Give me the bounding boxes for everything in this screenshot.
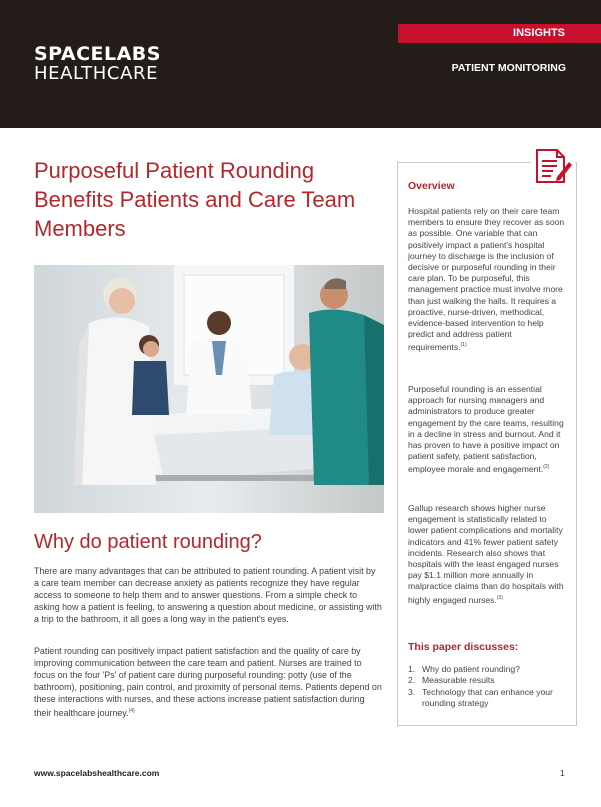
list-item-label: Measurable results (422, 675, 495, 686)
overview-paragraph-2-text: Purposeful rounding is an essential approach for nursing managers and administrators to produce greater engagement by the care teams, resulting in a decline in stress and burnout. And it has proven to have a positive impact on patient safety, patient satisfaction, employee morale and engagement. (408, 384, 564, 475)
hospital-rounding-image (34, 265, 384, 513)
list-item-number: 2. (408, 675, 416, 686)
overview-paragraph-2 (408, 384, 566, 475)
discusses-title: This paper discusses: (408, 641, 519, 653)
overview-paragraph-1 (408, 206, 566, 354)
page-title: Purposeful Patient Rounding Benefits Patients and Care Team Members (34, 158, 356, 241)
document-pen-icon (531, 144, 575, 188)
list-item-label: Technology that can enhance your rounding strategy (422, 686, 553, 709)
list-item (408, 687, 568, 710)
footer-url-link[interactable]: www.spacelabshealthcare.com (34, 768, 160, 778)
overview-paragraph-3 (408, 503, 566, 606)
body-paragraph-2-text: Patient rounding can positively impact patient satisfaction and the quality of care by improving communication between the care team and patient. Nurses are trained to focus on the four 'Ps' of patient care during purposeful rounding: potty (use of the bathroom), positioning, pain control, and proximity of personal items. Patients depend on these interactions with nurses, and these actions increase patient satisfaction during their healthcare journey. (34, 646, 382, 719)
overview-title: Overview (408, 180, 455, 192)
reference-marker: (3) (496, 594, 503, 601)
page-number: 1 (560, 768, 565, 778)
list-item-label: Why do patient rounding? (422, 664, 520, 674)
category-label: PATIENT MONITORING (451, 62, 566, 74)
reference-marker: (2) (543, 464, 550, 471)
reference-marker: (4) (128, 708, 135, 715)
insights-badge: INSIGHTS (398, 24, 601, 43)
overview-paragraph-1-text: Hospital patients rely on their care team members to ensure they recover as soon as possible. One variable that can positively impact a patient's hospital journey to discharge is the inclusion of decisive or purposeful rounding in their care plan. To be purposeful, this management practice must involve more than just walking the halls. It requires a proactive, nurse-driven, methodical, evidence-based intervention to help predict and address patient requirements. (408, 206, 565, 353)
list-item (408, 664, 568, 675)
list-item-number: 3. (408, 686, 416, 697)
hero-photo (34, 265, 384, 513)
reference-marker: (1) (460, 342, 467, 349)
logo-spacelabs: SPACELABS (34, 43, 161, 65)
overview-paragraph-3-text: Gallup research shows higher nurse engagement is statistically related to lower patient complications and mortality indicators and 41% fewer patient safety incidents. Research also shows that hospitals with the least engaged nurses pay $1.1 million more annually in malpractice claims than do hospitals with highly engaged nurses. (408, 503, 564, 605)
list-item-number: 1. (408, 664, 416, 674)
body-paragraph-2 (34, 645, 382, 720)
body-paragraph-1: There are many advantages that can be attributed to patient rounding. A patient visit by a care team member can decrease anxiety as patients recognize they have regular access to someone to help them and to answer questions. From a simple check to asking how a patient is feeling, to answering a question about medicine, or assisting with a trip to the bathroom, it all goes a long way in the patient's eyes. (34, 566, 382, 625)
discusses-list (408, 664, 568, 710)
logo-healthcare: HEALTHCARE (34, 63, 159, 84)
list-item (408, 675, 568, 686)
header-banner (0, 0, 601, 128)
section-heading: Why do patient rounding? (34, 531, 262, 553)
